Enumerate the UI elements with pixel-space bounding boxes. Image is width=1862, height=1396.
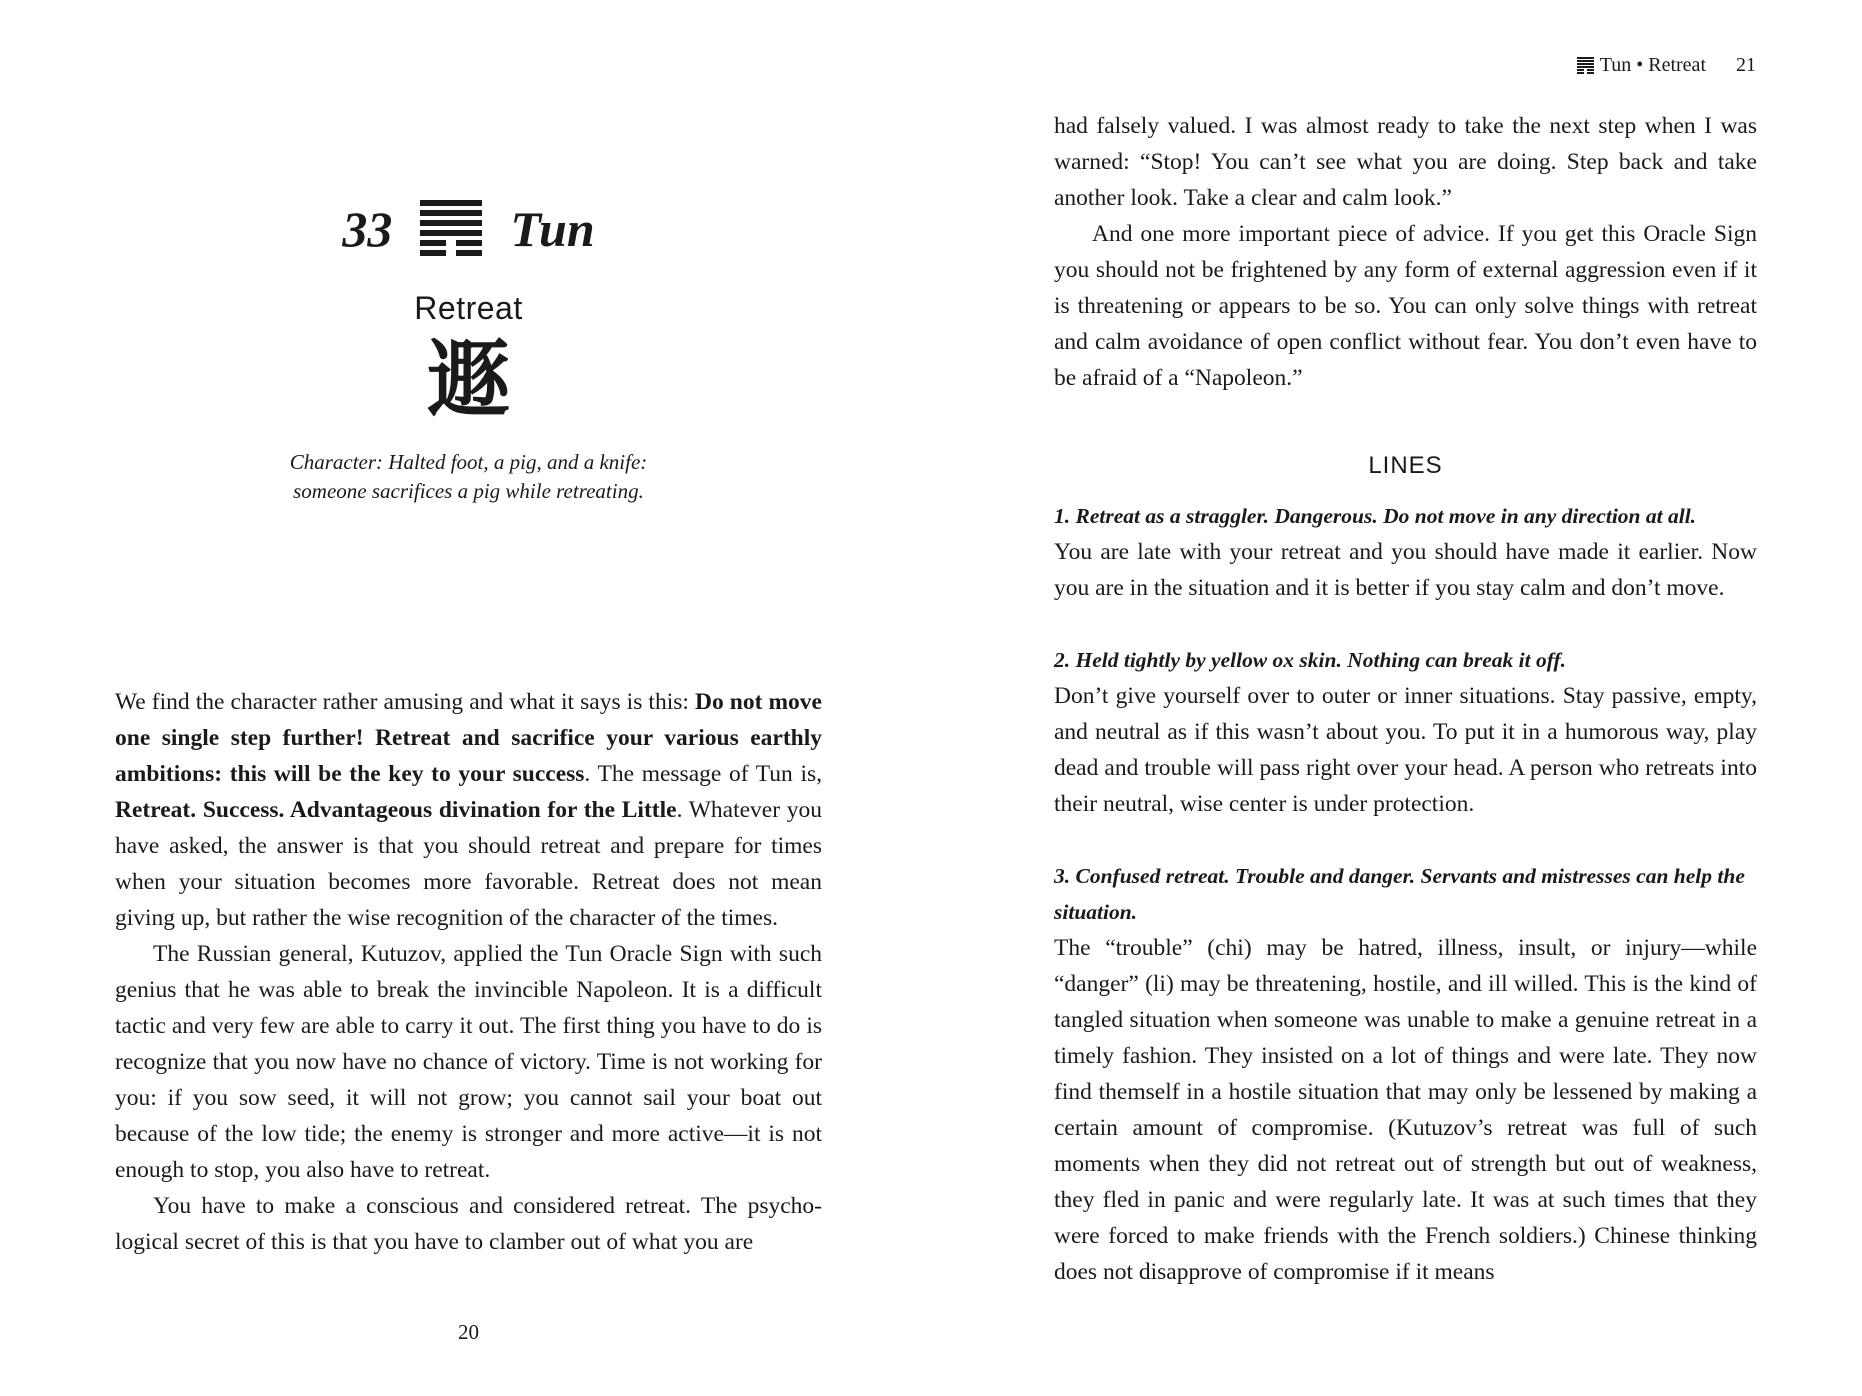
line-entry	[1054, 858, 1757, 1290]
paragraph: The Russian general, Kutuzov, applied the Tun Oracle Sign with such genius that he was able to break the invincible Napoleon. It is a difficult tactic and very few are able to carry it out. The first thing you have to do is recognize that you now have no chance of victory. Time is not working for you: if you sow seed, it will not grow; you cannot sail your boat out because of the low tide; the enemy is stronger and more active—it is not enough to stop, you also have to retreat.	[115, 941, 822, 1183]
bold-text: Retreat. Success. Advantageous divination for the Little	[115, 797, 677, 823]
line-text: You are late with your retreat and you should have made it earlier. Now you are in the situation and it is better if you stay calm and don’t move.	[1054, 539, 1757, 601]
page-number: 20	[458, 1320, 479, 1344]
right-page	[931, 0, 1862, 1396]
lines-heading: LINES	[1368, 452, 1443, 479]
running-title: Tun • Retreat	[1599, 54, 1706, 76]
chapter-number: 33	[342, 201, 393, 257]
line-title: 3. Confused retreat. Trouble and danger. Servants and mistresses can help the situation.	[1054, 864, 1745, 924]
character-caption	[115, 448, 822, 506]
paragraph: And one more important piece of advice. If you get this Oracle Sign you should not be frightened by any form of external aggression even if it is threatening or appears to be so. You can only solve things with retreat and calm avoidance of open conflict without fear. You don’t even have to be afraid of a “Napoleon.”	[1054, 221, 1757, 391]
text-run: . Whatever you have asked, the answer is that you should retreat and prepare for times when your situation becomes more favorable. Retreat does not mean giving up, but rather the wise recognition of the character of the times.	[115, 797, 822, 931]
line-title: 1. Retreat as a straggler. Dangerous. Do not move in any direction at all.	[1054, 504, 1697, 528]
line-text: The “trouble” (chi) may be hatred, illness, insult, or injury—while “danger” (li) may be threatening, hostile, and ill willed. This is the kind of tangled situation when someone was unable to make a genuine retreat in a timely fashion. They insisted on a lot of things and were late. They now find themself in a hostile situation that may only be lessened by making a certain amount of compromise. (Kutuzov’s retreat was full of such moments when they did not retreat out of strength but out of weakness, they fled in panic and were regularly late. It was at such times that they were forced to make friends with the French soldiers.) Chinese thinking does not disapprove of compromise if it means	[1054, 935, 1757, 1285]
line-entry	[1054, 642, 1757, 822]
chinese-character: 遯	[426, 331, 511, 429]
caption-line: someone sacrifices a pig while retreating.	[293, 479, 644, 503]
bold-text: Do not move one single step further! Retreat and sacrifice your various earthly ambitions: this will be the key to your success	[115, 689, 822, 787]
running-header	[931, 54, 1756, 77]
left-body-text	[115, 684, 822, 1260]
right-body-text	[1054, 108, 1757, 1326]
chapter-subtitle: Retreat	[414, 290, 523, 326]
hexagram-icon	[420, 200, 482, 258]
text-run: . The message of Tun is,	[584, 761, 822, 787]
paragraph: had falsely valued. I was almost ready to take the next step when I was warned: “Stop! You can’t see what you are doing. Step back and take another look. Take a clear and calm look.”	[1054, 113, 1757, 211]
hexagram-icon	[1577, 57, 1594, 75]
chapter-heading	[115, 200, 822, 258]
line-entry	[1054, 498, 1757, 606]
text-run: We find the character rather amusing and what it says is this:	[115, 689, 695, 715]
chapter-name: Tun	[510, 201, 595, 257]
page-number: 21	[1736, 54, 1756, 76]
caption-line: Character: Halted foot, a pig, and a knife:	[289, 450, 648, 474]
paragraph: You have to make a conscious and considered retreat. The psychological secret of this is that you have to clamber out of what you are	[115, 1193, 822, 1255]
line-title: 2. Held tightly by yellow ox skin. Nothing can break it off.	[1054, 648, 1567, 672]
line-text: Don’t give yourself over to outer or inner situations. Stay passive, empty, and neutral as if this wasn’t about you. To put it in a humorous way, play dead and trouble will pass right over your head. A person who retreats into their neutral, wise center is under protection.	[1054, 683, 1757, 817]
paragraph	[115, 684, 822, 936]
